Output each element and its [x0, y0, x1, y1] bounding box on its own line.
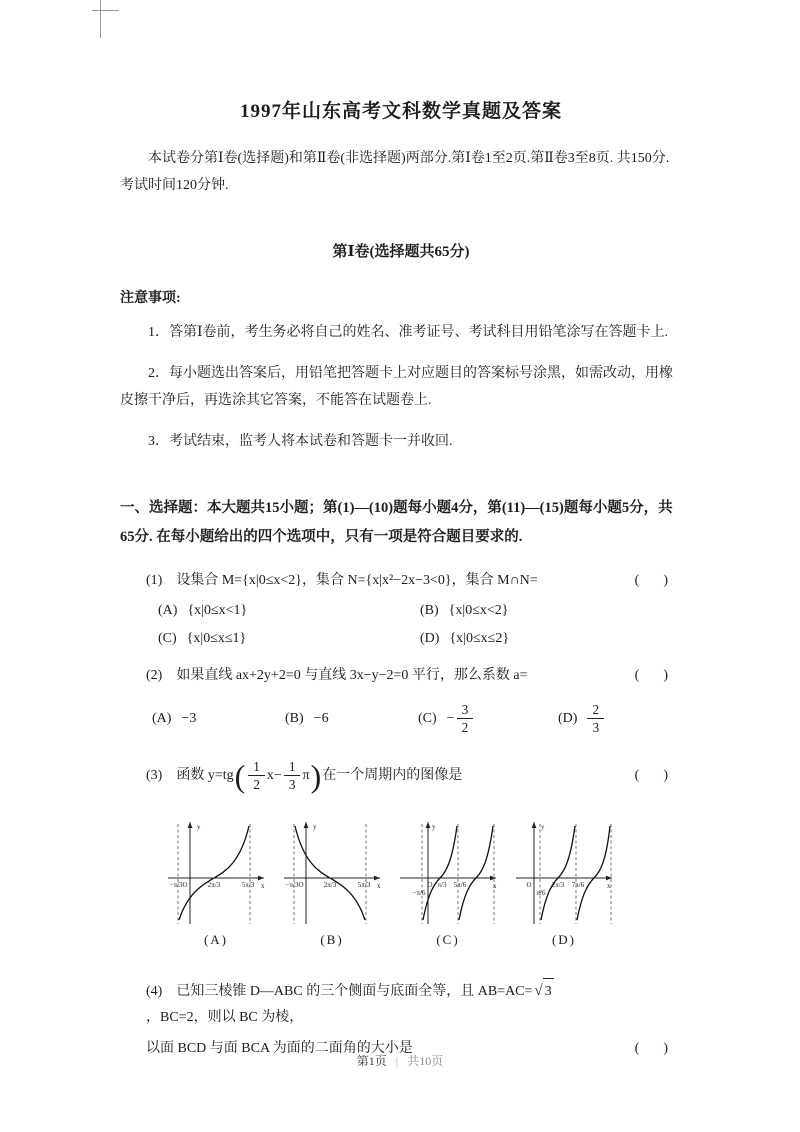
- tangent-graph-a: [166, 816, 266, 928]
- page-corner-mark-vertical: [100, 0, 101, 38]
- tick-label: 5π/3: [357, 880, 371, 889]
- question-1-stem: (1) 设集合 M={x|0≤x<2}，集合 N={x|x²−2x−3<0}，集合 M∩N=: [146, 572, 538, 588]
- tick-label: −π/3: [285, 880, 299, 889]
- tick-label: π/6: [536, 888, 546, 897]
- question-3-answer-bracket: ( ): [634, 768, 670, 784]
- option-c: [158, 631, 420, 647]
- page-corner-mark-horizontal: [92, 10, 119, 11]
- sqrt-value: 3: [543, 978, 554, 1004]
- notice-item-2: 2．每小题选出答案后，用铅笔把答题卡上对应题目的答案标号涂黑，如需改动，用橡皮擦干净后，再选涂其它答案，不能答在试题卷上.: [120, 365, 673, 409]
- tick-label: 7π/6: [571, 880, 585, 889]
- pi-symbol: π: [302, 768, 310, 784]
- question-1-options: [158, 603, 682, 647]
- tick-label: 5π/3: [241, 880, 255, 889]
- option-c-sign: −: [446, 710, 455, 726]
- notice-item-1: 1．答第Ⅰ卷前，考生务必将自己的姓名、准考证号、考试科目用铅笔涂写在答题卡上.: [148, 324, 669, 340]
- tangent-graph-c: [398, 816, 498, 928]
- option-b-value: {x|0≤x<2}: [448, 602, 509, 618]
- graph-option-c: [398, 816, 498, 948]
- option-a-value: −3: [181, 710, 197, 726]
- option-b: [420, 603, 682, 619]
- y-axis-label: y: [313, 822, 317, 831]
- graph-c-label: (C): [436, 931, 460, 947]
- tangent-graph-b: [282, 816, 382, 928]
- option-a-label: (A): [152, 710, 172, 726]
- tick-label: −π/3: [169, 880, 183, 889]
- option-b-value: −6: [313, 710, 329, 726]
- fraction-denominator: 2: [253, 777, 260, 793]
- option-d-fraction: [587, 702, 604, 736]
- question-2-answer-bracket: ( ): [634, 667, 670, 683]
- option-c-label: (C): [158, 630, 177, 646]
- page-footer: [0, 1052, 800, 1069]
- option-c: [418, 702, 558, 736]
- graph-option-b: [282, 816, 382, 948]
- y-axis-label: y: [541, 822, 545, 831]
- question-3-prefix: (3) 函数 y=tg: [146, 768, 234, 784]
- tick-label: 2π/3: [551, 880, 565, 889]
- graph-b-label: (B): [320, 931, 344, 947]
- option-d-label: (D): [558, 710, 578, 726]
- origin-label: O: [427, 880, 433, 889]
- footer-page-number: 第1页: [356, 1054, 387, 1068]
- x-axis-label: x: [607, 881, 611, 890]
- option-b: [285, 711, 418, 727]
- option-b-label: (B): [420, 602, 439, 618]
- fraction-denominator: 3: [592, 720, 600, 736]
- part1-header: 第Ⅰ卷(选择题共65分): [332, 243, 470, 260]
- graph-a-label: (A): [203, 931, 229, 947]
- fraction-numerator: 1: [248, 759, 265, 776]
- notice-title: 注意事项:: [120, 290, 181, 306]
- question-2-options: [152, 702, 682, 736]
- question-3-suffix: 在一个周期内的图像是: [322, 768, 463, 784]
- origin-label: O: [182, 880, 188, 889]
- option-b-label: (B): [285, 710, 304, 726]
- origin-label: O: [298, 880, 304, 889]
- sqrt-symbol: √: [534, 982, 543, 999]
- origin-label: O: [526, 880, 532, 889]
- tick-label: −π/6: [412, 888, 426, 897]
- graph-option-a: [166, 816, 266, 948]
- tick-label: 2π/3: [323, 880, 337, 889]
- option-d: [420, 631, 682, 647]
- question-3-mid: x−: [266, 768, 282, 784]
- question-4-text-c: 以面 BCD 与面 BCA 为面的二面角的大小是: [146, 1040, 413, 1056]
- y-axis-label: y: [197, 822, 201, 831]
- fraction-denominator: 3: [288, 777, 296, 793]
- fraction-one-third: [284, 759, 301, 793]
- option-c-value: {x|0≤x≤1}: [186, 630, 247, 646]
- option-c-fraction: [457, 702, 474, 736]
- intro-paragraph: 本试卷分第Ⅰ卷(选择题)和第Ⅱ卷(非选择题)两部分.第Ⅰ卷1至2页.第Ⅱ卷3至8页. 共150分. 考试时间120分钟.: [120, 151, 670, 194]
- question-1: [146, 568, 682, 593]
- x-axis-label: x: [377, 881, 381, 890]
- section-one-instructions: 一、选择题：本大题共15小题；第(1)—(10)题每小题4分，第(11)—(15)题每小题5分，共65分. 在每小题给出的四个选项中，只有一项是符合题目要求的.: [120, 499, 673, 545]
- question-4-text-b: ，BC=2，则以 BC 为棱，: [146, 1009, 304, 1025]
- fraction-numerator: 1: [284, 759, 301, 776]
- x-axis-label: x: [261, 881, 265, 890]
- tick-label: 2π/3: [207, 880, 221, 889]
- question-4-answer-bracket: ( ): [634, 1040, 670, 1056]
- graph-option-d: [514, 816, 614, 948]
- question-4-line1: [146, 978, 682, 1030]
- option-a-label: (A): [158, 602, 178, 618]
- option-d-label: (D): [420, 630, 440, 646]
- sqrt-expression: [534, 978, 553, 1005]
- footer-total-pages: 共10页: [407, 1054, 444, 1068]
- x-axis-label: x: [493, 881, 497, 890]
- fraction-denominator: 2: [461, 720, 469, 736]
- fraction-numerator: 3: [457, 702, 474, 719]
- question-1-answer-bracket: ( ): [634, 572, 670, 588]
- question-3-stem: (3) 函数 y=tg ( $\frac{1}{2}$ x− $\frac{1}{3}$ π ) 在一个周期内的图像是: [146, 757, 463, 794]
- option-c-label: (C): [418, 710, 437, 726]
- question-4-text-a: (4) 已知三棱锥 D—ABC 的三个侧面与底面全等，且 AB=AC=: [146, 983, 533, 999]
- graph-d-label: (D): [551, 931, 577, 947]
- footer-separator: |: [395, 1054, 399, 1068]
- question-3-graph-options: [166, 816, 682, 948]
- fraction-numerator: 2: [587, 702, 604, 719]
- page-content: [120, 0, 682, 1063]
- fraction-one-half: [248, 759, 265, 793]
- notice-item-3: 3．考试结束，监考人将本试卷和答题卡一并收回.: [148, 434, 453, 450]
- y-axis-label: y: [432, 822, 436, 831]
- option-a-value: {x|0≤x<1}: [187, 602, 248, 618]
- option-a: [152, 711, 285, 727]
- option-a: [158, 603, 420, 619]
- document-title: 1997年山东高考文科数学真题及答案: [239, 101, 562, 122]
- question-3: [146, 752, 682, 800]
- tick-label: 5π/6: [453, 880, 467, 889]
- tick-label: π/3: [437, 880, 447, 889]
- question-2: [146, 663, 682, 688]
- option-d-value: {x|0≤x≤2}: [449, 630, 510, 646]
- question-2-stem: (2) 如果直线 ax+2y+2=0 与直线 3x−y−2=0 平行，那么系数 a=: [146, 667, 528, 683]
- question-4-stem-part1: [146, 978, 682, 1030]
- option-d: [558, 702, 682, 736]
- tangent-graph-d: [514, 816, 614, 928]
